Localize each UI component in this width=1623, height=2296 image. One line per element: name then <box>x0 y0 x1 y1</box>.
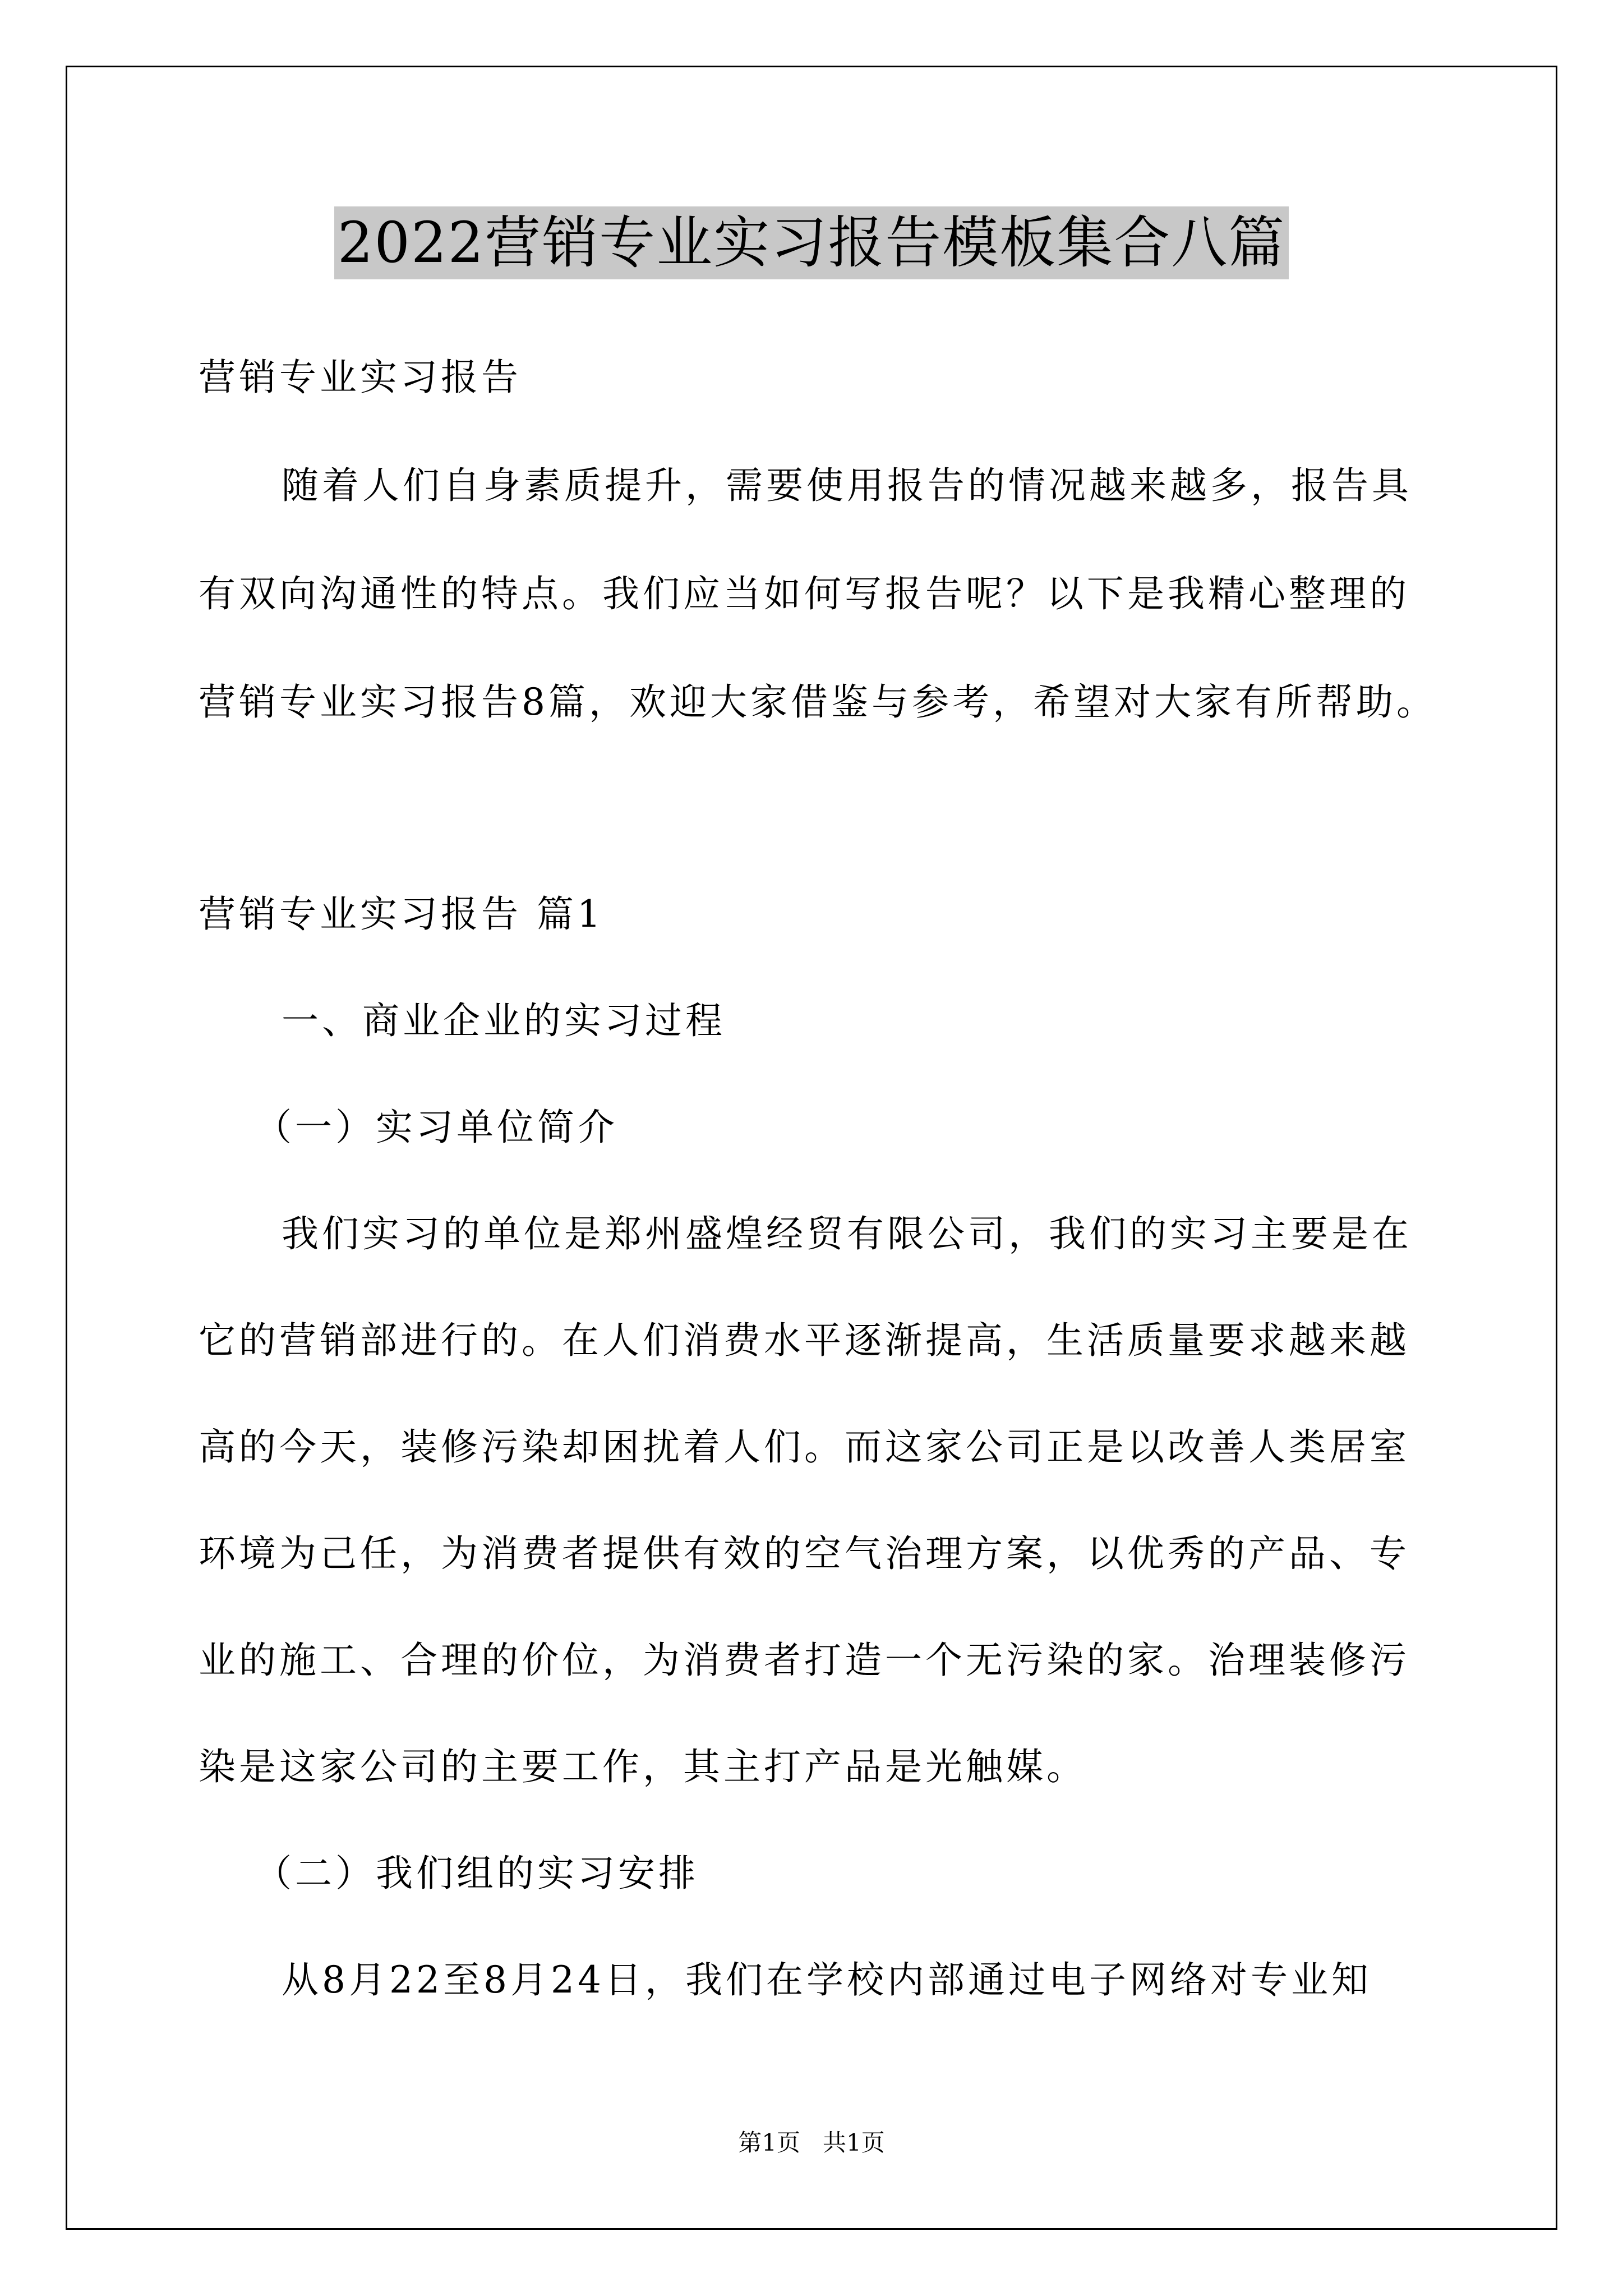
body-paragraph-line: 高的今天，装修污染却困扰着人们。而这家公司正是以改善人类居室 <box>199 1425 1410 1469</box>
body-paragraph-line: 它的营销部进行的。在人们消费水平逐渐提高，生活质量要求越来越 <box>199 1319 1410 1362</box>
body-paragraph-line: 我们实习的单位是郑州盛煌经贸有限公司，我们的实习主要是在 <box>282 1212 1412 1255</box>
intro-paragraph-line: 有双向沟通性的特点。我们应当如何写报告呢？以下是我精心整理的 <box>199 572 1410 615</box>
body-paragraph-line: 从8月22至8月24日，我们在学校内部通过电子网络对专业知 <box>282 1958 1372 2001</box>
subsection-heading: （二）我们组的实习安排 <box>255 1852 699 1895</box>
body-paragraph-line: 业的施工、合理的价位，为消费者打造一个无污染的家。治理装修污 <box>199 1639 1410 1682</box>
body-paragraph-line: 环境为己任，为消费者提供有效的空气治理方案，以优秀的产品、专 <box>199 1532 1410 1575</box>
document-title: 2022营销专业实习报告模板集合八篇 <box>334 206 1289 279</box>
page-footer: 第1页 共1页 <box>738 2129 885 2156</box>
subsection-heading: （一）实习单位简介 <box>255 1106 618 1149</box>
body-paragraph-line: 染是这家公司的主要工作，其主打产品是光触媒。 <box>199 1745 1087 1788</box>
section-heading: 营销专业实习报告 篇1 <box>199 892 604 936</box>
subtitle: 营销专业实习报告 <box>199 356 522 399</box>
intro-paragraph-line: 营销专业实习报告8篇，欢迎大家借鉴与参考，希望对大家有所帮助。 <box>199 680 1437 724</box>
section-subheading: 一、商业企业的实习过程 <box>282 999 726 1042</box>
intro-paragraph-line: 随着人们自身素质提升，需要使用报告的情况越来越多，报告具 <box>282 464 1412 507</box>
title-container <box>0 206 1623 279</box>
